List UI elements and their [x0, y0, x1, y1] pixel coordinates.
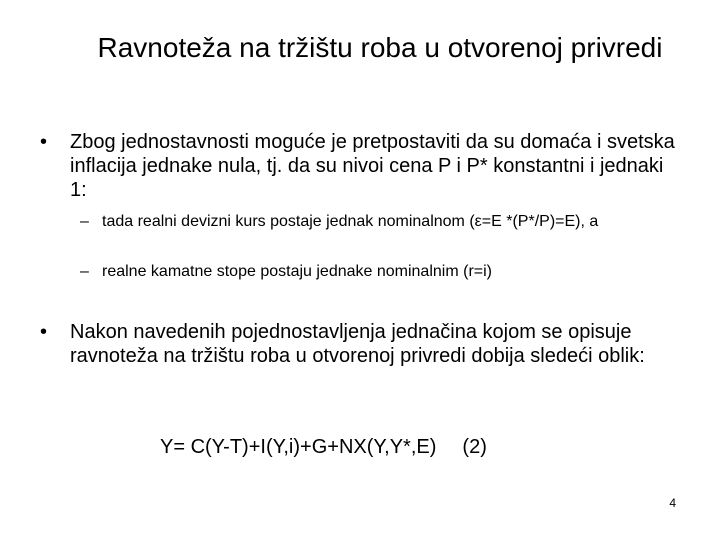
sub-bullet-item: [80, 212, 640, 232]
page-number: 4: [669, 496, 676, 510]
sub-bullet-text: tada realni devizni kurs postaje jednak nominalnom (ε=E *(P*/P)=E), a: [102, 213, 599, 230]
slide-title: Ravnoteža na tržištu roba u otvorenoj privredi: [97, 32, 663, 63]
sub-bullet-text: realne kamatne stope postaju jednake nominalnim (r=i): [102, 263, 492, 280]
equation-number: (2): [462, 436, 487, 458]
sub-bullet-marker: –: [80, 213, 89, 230]
bullet-text: Nakon navedenih pojednostavljenja jednačina kojom se opisuje ravnoteža na tržištu roba u otvorenoj privredi dobija sledeći oblik:: [70, 321, 645, 367]
sub-bullet-marker: –: [80, 263, 89, 280]
bullet-item: [40, 130, 680, 202]
bullet-item: [40, 320, 680, 368]
bullet-text: Zbog jednostavnosti moguće je pretpostaviti da su domaća i svetska inflacija jednake nula, tj. da su nivoi cena P i P* konstantni i jednaki 1:: [70, 131, 675, 201]
bullet-marker: •: [40, 321, 48, 343]
bullet-marker: •: [40, 131, 48, 153]
equation: [160, 435, 487, 459]
sub-bullet-item: [80, 262, 640, 282]
equation-expression: Y= C(Y-T)+I(Y,i)+G+NX(Y,Y*,E): [160, 436, 437, 458]
